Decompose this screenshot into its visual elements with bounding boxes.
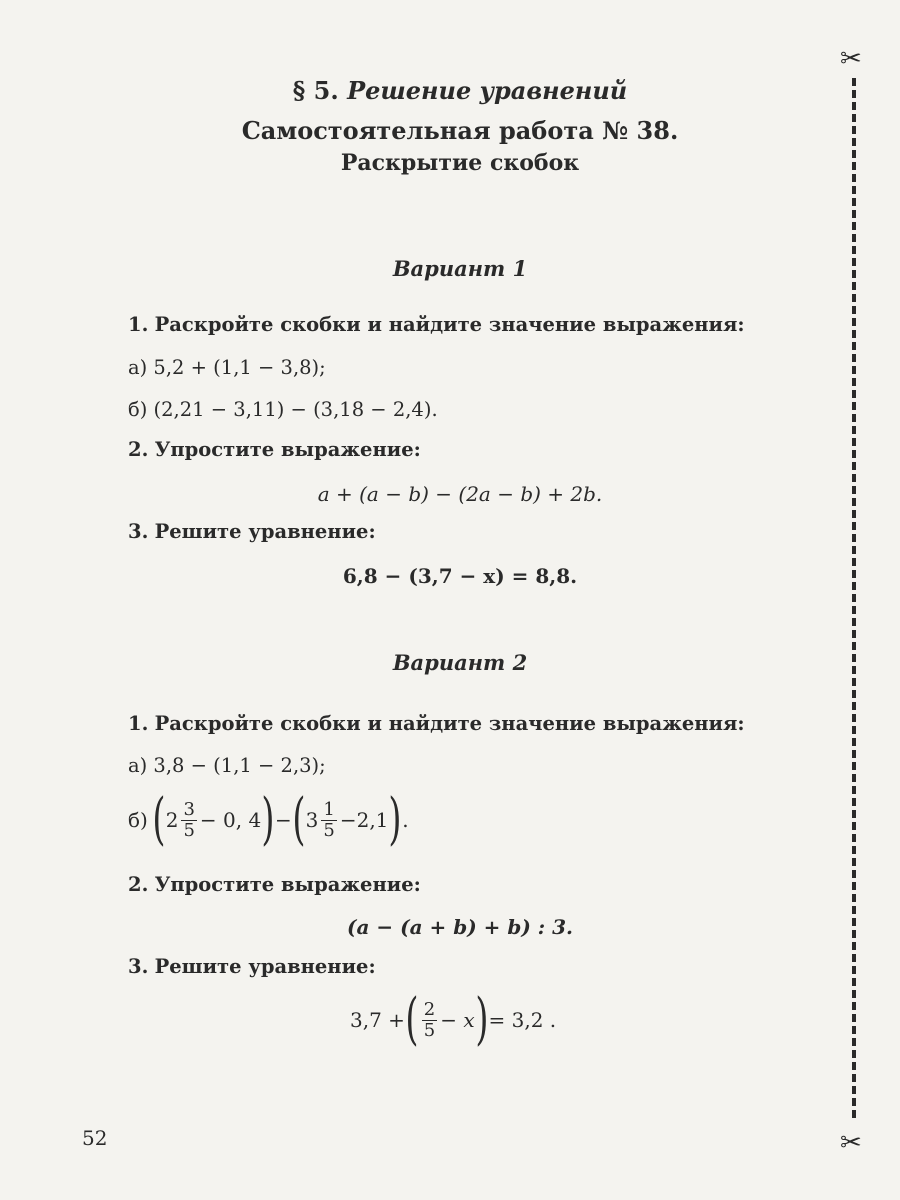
v2-task1-text: Раскройте скобки и найдите значение выражения: [154,712,745,735]
v1-task2-text: Упростите выражение: [154,438,421,461]
term-2-rest: −2,1 [339,808,389,832]
left-paren: ( [152,787,166,852]
work-subtitle: Раскрытие скобок [340,150,580,176]
v2-task1-number: 1. [128,712,149,735]
right-paren: ) [261,787,275,852]
v1-task3-number: 3. [128,520,149,543]
variant-1-title: Вариант 1 [392,256,528,281]
left-paren: ( [292,787,306,852]
v1-task3-equation: 6,8 − (3,7 − x) = 8,8. [342,564,578,588]
fraction-1-numerator: 3 [183,798,195,820]
v1-task1-a: а) 5,2 + (1,1 − 3,8); [128,356,326,379]
work-title: Самостоятельная работа № 38. [241,116,679,145]
fraction-3-denominator: 5 [423,1019,436,1041]
page-number: 52 [82,1126,108,1150]
mixed-whole-1: 2 [165,808,179,832]
v1-task3-text: Решите уравнение: [154,520,376,543]
v1-task2-expression: a + (a − b) − (2a − b) + 2b. [317,482,603,506]
fraction-2 [321,800,336,841]
v2-task2 [128,873,421,896]
expression-end: . [402,808,409,832]
minus-sign: − [275,808,292,832]
v1-task2 [128,438,421,461]
term-1-rest: − 0, 4 [199,808,262,832]
cut-line-divider [852,78,856,1118]
equation-middle: − x [440,1008,475,1032]
section-name: Решение уравнений [347,76,628,105]
mixed-whole-2: 3 [305,808,319,832]
right-paren: ) [388,787,402,852]
left-paren: ( [405,987,419,1052]
scissors-icon: ✂ [840,1128,862,1158]
v2-task1 [128,712,745,735]
v2-task3-text: Решите уравнение: [154,955,376,978]
v2-task2-expression: (a − (a + b) + b) : 3. [347,915,573,939]
section-title [120,76,800,105]
v2-task3-equation [350,987,557,1052]
v2-task1-a: а) 3,8 − (1,1 − 2,3); [128,754,326,777]
fraction-3-numerator: 2 [423,998,436,1020]
v1-task1-number: 1. [128,313,149,336]
fraction-1 [181,800,196,841]
v1-task1 [128,313,745,336]
scissors-icon: ✂ [840,44,862,74]
variant-2-title: Вариант 2 [392,650,528,675]
v2-task3-number: 3. [128,955,149,978]
v2-task1-b [128,787,409,852]
v2-task1-b-label: б) [128,808,148,832]
v1-task3 [128,520,376,543]
v1-task2-number: 2. [128,438,149,461]
fraction-2-denominator: 5 [323,819,335,841]
fraction-2-numerator: 1 [323,798,335,820]
fraction-1-denominator: 5 [183,819,195,841]
section-number: § 5. [292,76,339,105]
v2-task2-text: Упростите выражение: [154,873,421,896]
equation-left: 3,7 + [350,1008,405,1032]
v2-task2-number: 2. [128,873,149,896]
fraction-3 [422,1000,437,1041]
equation-right: = 3,2 . [488,1008,557,1032]
right-paren: ) [475,987,489,1052]
v1-task1-text: Раскройте скобки и найдите значение выражения: [154,313,745,336]
v2-task3 [128,955,376,978]
v1-task1-b: б) (2,21 − 3,11) − (3,18 − 2,4). [128,398,438,421]
